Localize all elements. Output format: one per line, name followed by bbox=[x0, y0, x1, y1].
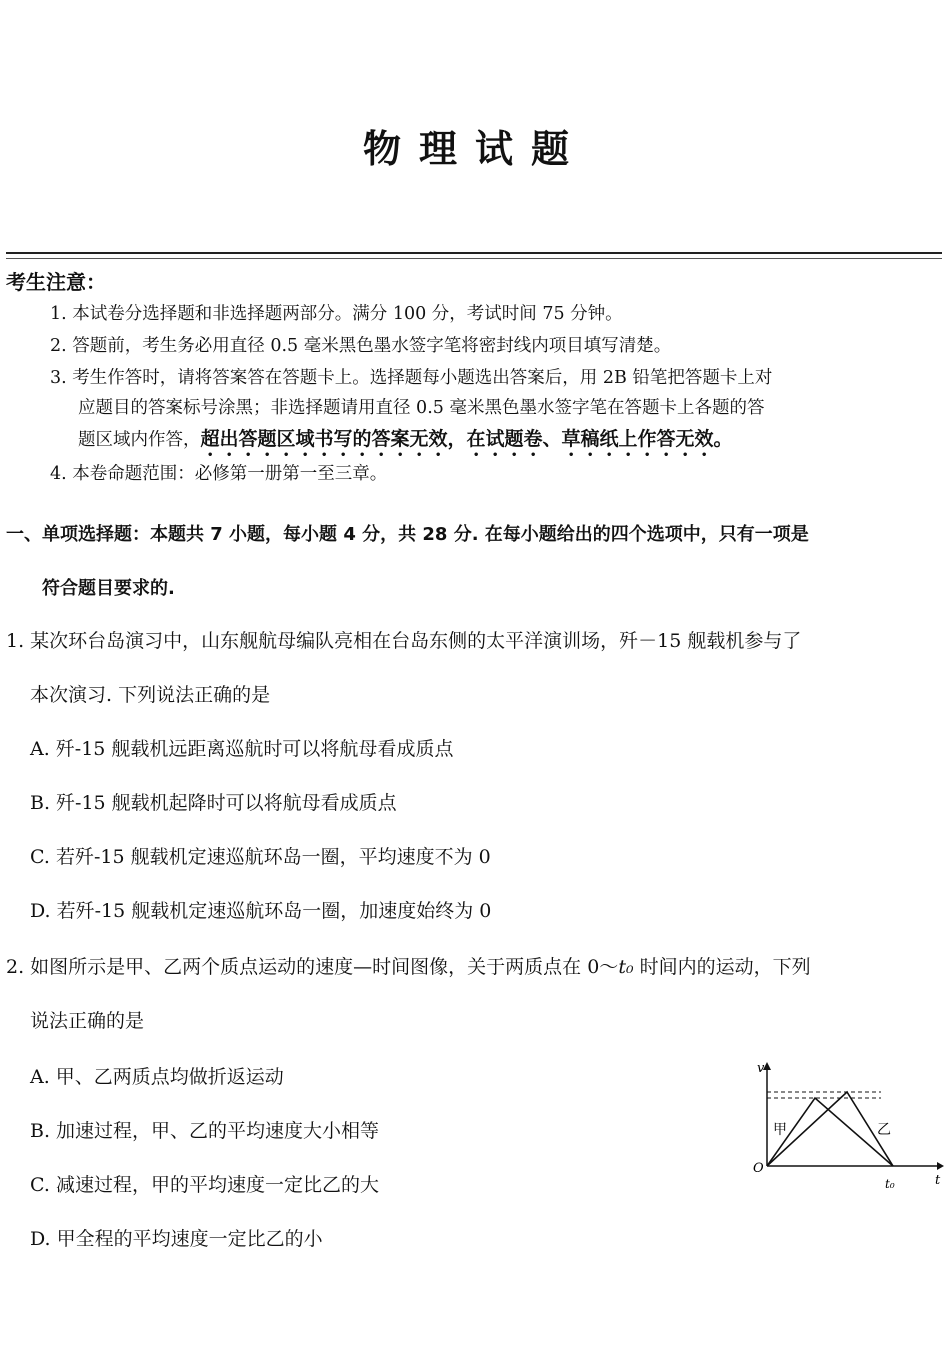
question-2-option-b: B. 加速过程，甲、乙的平均速度大小相等 bbox=[30, 1120, 380, 1142]
section-heading-line-1: 一、单项选择题：本题共 7 小题，每小题 4 分，共 28 分. 在每小题给出的四个选项中，只有一项是 bbox=[6, 524, 809, 545]
velocity-time-graph bbox=[745, 1058, 945, 1193]
question-2-stem-cont: 说法正确的是 bbox=[30, 1010, 145, 1032]
notice-heading: 考生注意： bbox=[6, 270, 106, 294]
header-rule-thin bbox=[6, 258, 942, 259]
notice-item-1: 1. 本试卷分选择题和非选择题两部分。满分 100 分，考试时间 75 分钟。 bbox=[50, 304, 623, 324]
notice-item-3-line-3 bbox=[78, 424, 733, 461]
question-1-stem: 1. 某次环台岛演习中，山东舰航母编队亮相在台岛东侧的太平洋演训场，歼－15 舰载机参与了 bbox=[6, 630, 802, 652]
t-axis-arrow bbox=[937, 1162, 944, 1170]
page-title: 物理试题 bbox=[362, 127, 587, 171]
question-1-stem-cont: 本次演习. 下列说法正确的是 bbox=[30, 684, 271, 706]
question-2-stem-after: 时间内的运动，下列 bbox=[633, 956, 811, 978]
question-2-stem-t0: t₀ bbox=[618, 956, 634, 978]
notice-item-3-line-1: 3. 考生作答时，请将答案答在答题卡上。选择题每小题选出答案后，用 2B 铅笔把答题卡上对 bbox=[50, 368, 773, 388]
notice-emphasis: 超出答题区域书写的答案无效，在试题卷、草稿纸上作答无效。 bbox=[200, 428, 733, 450]
t-axis-label: t bbox=[935, 1173, 941, 1188]
t0-label: t₀ bbox=[885, 1177, 895, 1191]
question-1-option-b: B. 歼-15 舰载机起降时可以将航母看成质点 bbox=[30, 792, 397, 814]
notice-item-3-line-2: 应题目的答案标号涂黑；非选择题请用直径 0.5 毫米黑色墨水签字笔在答题卡上各题的答 bbox=[78, 398, 765, 418]
notice-item-4: 4. 本卷命题范围：必修第一册第一至三章。 bbox=[50, 464, 388, 484]
question-1-option-c: C. 若歼-15 舰载机定速巡航环岛一圈，平均速度不为 0 bbox=[30, 846, 491, 868]
question-2-stem-before: 2. 如图所示是甲、乙两个质点运动的速度—时间图像，关于两质点在 0～ bbox=[6, 956, 619, 978]
notice-item-2: 2. 答题前，考生务必用直径 0.5 毫米黑色墨水签字笔将密封线内项目填写清楚。 bbox=[50, 336, 672, 356]
question-2-option-c: C. 减速过程，甲的平均速度一定比乙的大 bbox=[30, 1174, 379, 1196]
header-rule bbox=[6, 252, 942, 254]
yi-label: 乙 bbox=[877, 1122, 891, 1138]
question-1-option-a: A. 歼-15 舰载机远距离巡航时可以将航母看成质点 bbox=[30, 738, 454, 760]
origin-label: O bbox=[753, 1161, 764, 1176]
notice-item-3-prefix: 题区域内作答， bbox=[78, 430, 201, 450]
question-2-stem bbox=[6, 952, 811, 979]
jia-label: 甲 bbox=[773, 1122, 787, 1138]
question-1-option-d: D. 若歼-15 舰载机定速巡航环岛一圈，加速度始终为 0 bbox=[30, 900, 492, 922]
v-axis-label: v bbox=[757, 1061, 765, 1076]
question-2-option-d: D. 甲全程的平均速度一定比乙的小 bbox=[30, 1228, 323, 1250]
question-2-option-a: A. 甲、乙两质点均做折返运动 bbox=[30, 1066, 284, 1088]
section-heading-line-2: 符合题目要求的. bbox=[42, 578, 175, 599]
